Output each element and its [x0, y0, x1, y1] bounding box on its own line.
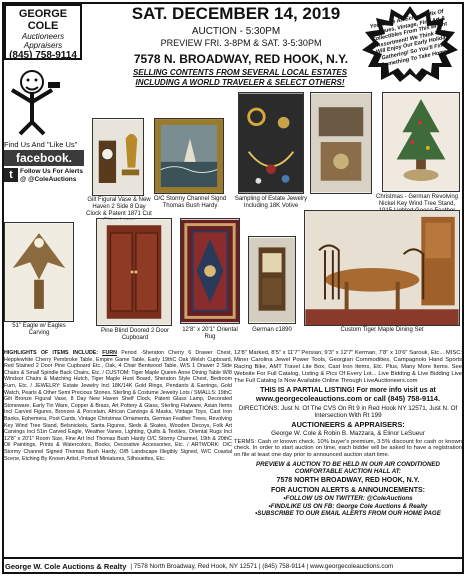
footer	[2, 557, 464, 574]
facebook-logo[interactable]: facebook.	[4, 150, 84, 166]
website-link[interactable]: www.georgecoleauctions.com or call (845) 758-9114.	[255, 394, 441, 403]
logo-appraisers: Appraisers	[23, 41, 63, 50]
photo-jewelry	[238, 92, 304, 194]
highlights-label: HIGHLIGHTS OF ITEMS INCLUDE:	[4, 350, 99, 356]
auction-date: SAT. DECEMBER 14, 2019	[131, 4, 341, 23]
photo-oriental-rug	[180, 218, 240, 324]
find-us-label: Find Us And "Like Us"	[4, 140, 78, 149]
selling-line-1: SELLING CONTENTS FROM SEVERAL LOCAL ESTATES	[132, 68, 348, 77]
twitter-follow[interactable]	[4, 168, 86, 183]
follow-line-1: Follow Us For Alerts	[20, 168, 83, 175]
hall-address: 7578 NORTH BROADWAY, RED HOOK, N.Y.	[276, 477, 420, 485]
starburst-text: You'll See An Eclectic Mix Of Antiques, Vintage, Fine Art & Collectibles From This Bright Assortment! We Think You Will Enjoy Our Early Holiday Gathering! So You'll Find Something To Take Home!	[369, 8, 450, 69]
photo-dining-set	[304, 210, 460, 326]
misc-description: 12'8" Marked, 8'5" x 11'7" Persian, 9'3" x 12'7" Kerman, 7'8" x 10'6" Sarouk, Etc... MISC: Miner Carolina Jewel Power Tools, Georgian Commodities, Campagnolo Hand Sports Racing Bike, AMT Travel Lite Box, Cast Iron Items, Etc. Plus, Many More Items. See Website For Full Catalog, Listing & Pics Of Every Lot... Live Bidding & Live Bidding Live The Full Catalog Is Now Available Online Through LiveAuctioneers.com	[234, 350, 462, 384]
auction-address: 7578 N. BROADWAY, RED HOOK, N.Y.	[133, 52, 349, 66]
terms: TERMS: Cash or known check. 10% buyer's premium, 3.5% discount for cash or known check. In order to start auction on time, each bidder will be asked to have a registration on file at least one day prior to announced auction start time.	[234, 438, 462, 459]
photo-clock-vase	[92, 118, 144, 196]
preview-note: PREVIEW & AUCTION TO BE HELD IN OUR AIR CONDITIONED COMFORTABLE AUCTION HALL AT:	[255, 461, 441, 476]
alerts-heading: FOR AUCTION ALERTS & ANNOUNCEMENTS:	[271, 487, 425, 495]
photo-cupboard	[96, 218, 172, 326]
photo-christmas-tree	[382, 92, 460, 192]
footer-company: George W. Cole Auctions & Realty	[5, 562, 127, 571]
auctioneers-names: George W. Cole & Robin B. Mazzara, & Elinor LeSueur	[271, 430, 425, 438]
photo-seascape-painting	[154, 118, 224, 194]
info-column	[234, 350, 462, 517]
highlights-lead: FURN	[102, 350, 118, 356]
logo-auctioneers: Auctioneers	[21, 32, 65, 41]
follow-line-2: @ @ColeAuctions	[20, 175, 77, 183]
partial-listing-note: THIS IS A PARTIAL LISTING! For more info visit us at	[260, 387, 436, 394]
photo-caption: Custom Tiger Maple Dining Set	[340, 327, 424, 333]
highlights-text	[4, 350, 232, 528]
logo-phone: (845) 758-9114	[9, 50, 77, 61]
photo-caption: Christmas - German Revolving Nickel Key Wind Tree Stand,	[375, 194, 459, 207]
selling-line-2: INCLUDING A WORLD TRAVELER & SELECT OTHERS!	[135, 78, 345, 87]
directions: DIRECTIONS: Just N. Of The CVS On Rt 9 in Red Hook NY 12571, Just N. Of Intersection With Rt 199	[238, 404, 458, 419]
alerts-twitter[interactable]: •FOLLOW US ON TWITTER: @ColeAuctions	[283, 495, 413, 503]
photo-caption: Pine Blind Doored 2 Door Cupboard	[100, 328, 170, 341]
photo-estate-items	[310, 92, 372, 194]
photo-caption: German c1890	[252, 327, 292, 333]
highlights-body: Period -Sheraton Cherry 6 Drawer Chest, Hepplewhite Cherry Pembroke Table, Empire Game Table, Early 19thC Oak Welsh Cupboard, Red Stained 2 Door Pine Cupboard Etc., Oak, 4 Chair Bentwood Table, W/S 1 Drawer 2 Side Chairs & Small Spindle Back Chairs, Etc. / CUSTOM: Tiger Maple Queen Anne Dining Table W/8 Windsor Chairs & Matching Hutch, Tiger Maple Hunt Board, Sheraton Style Chest, Bedroom Furn, Etc. / JEWELRY: Estate Jewelry Incl 18K/14K Gold Rings, Pendants & Earrings, Gold Watch, Pearls & Other Semi Precious Stones, Sterling & Costume Jewelry Lots / SMALLS: 19thC Gilt Bronze Figural Vase, 8 Day New Haven Shelf Clock, Patent Glass Lamp, Decorated Stoneware, Early Tin Ware, Copper & Brass, Art Pottery & Glass, Sterling Flatware, Asian Items Incl Carved Figures, Bronzes & Porcelain, African Carvings & Masks, Vintage Toys, Cast Iron Banks, Ephemera, Post Cards, Vintage Christmas Ornaments, German Feather Trees, Revolving Key Wind Tree Stand, Belsnickels, Santa Figures, Sleds & Skates, Wooden Decoys, Folk Art Carvings Incl 51in Carved Eagle, Weather Vanes, Lighting, Quilts & Textiles, Oriental Rugs Incl 12'8" x 20'1" Room Size, Fine Art Incl Thomas Bush Hardy O/C Stormy Channel, 19th & 20thC Oil Paintings, Prints & Watercolors, Books, Decorative Accessories, Etc. / ARTWORK: O/C Stormy Channel Signed Thomas Bush Hardy, O/B Landscape Illegibly Signed, W/C Coastal Scene, Etching By Known Artist, Portrait Miniatures, Silhouettes, Etc.	[4, 350, 232, 462]
photo-caption: O/C Stormy Channel Signd Thomas Bush Hardy	[153, 196, 227, 209]
logo-box	[4, 4, 82, 60]
alerts-facebook[interactable]: •FIND/LIKE US ON FB: George Cole Auctions & Realty	[268, 502, 428, 510]
selling-subtitle	[120, 68, 360, 88]
preview-times: PREVIEW FRI. 3-8PM & SAT. 3-5:30PM	[160, 38, 322, 48]
alerts-email[interactable]: •SUBSCRIBE TO OUR EMAIL ALERTS FROM OUR HOME PAGE	[255, 509, 441, 517]
photo-caption: Gilt Figural Vase & New Haven 2 Side 8 Day Clock & Patent 1871 Cut	[86, 197, 152, 217]
footer-contact: | 7578 North Broadway, Red Hook, NY 12571 | (845) 758-9114 | www.georgecoleauctions.com	[130, 563, 394, 570]
photo-caption: 51" Eagle w/ Eagles Carving	[12, 323, 66, 336]
logo-name: GEORGE COLE	[18, 8, 68, 32]
auctioneer-mascot-icon	[2, 62, 62, 136]
photo-german-item	[248, 236, 296, 324]
twitter-icon: t	[4, 168, 18, 182]
auctioneers-heading: AUCTIONEERS & APPRAISERS:	[291, 419, 405, 429]
photo-caption: Sampling of Estate Jewelry Including 18K Votive	[234, 196, 308, 209]
auction-time: AUCTION - 5:30PM	[191, 26, 281, 37]
photo-eagle-carving	[4, 222, 74, 322]
follow-text	[20, 168, 83, 183]
photo-caption: 12'8" x 20'1" Oriental Rug	[182, 327, 238, 340]
